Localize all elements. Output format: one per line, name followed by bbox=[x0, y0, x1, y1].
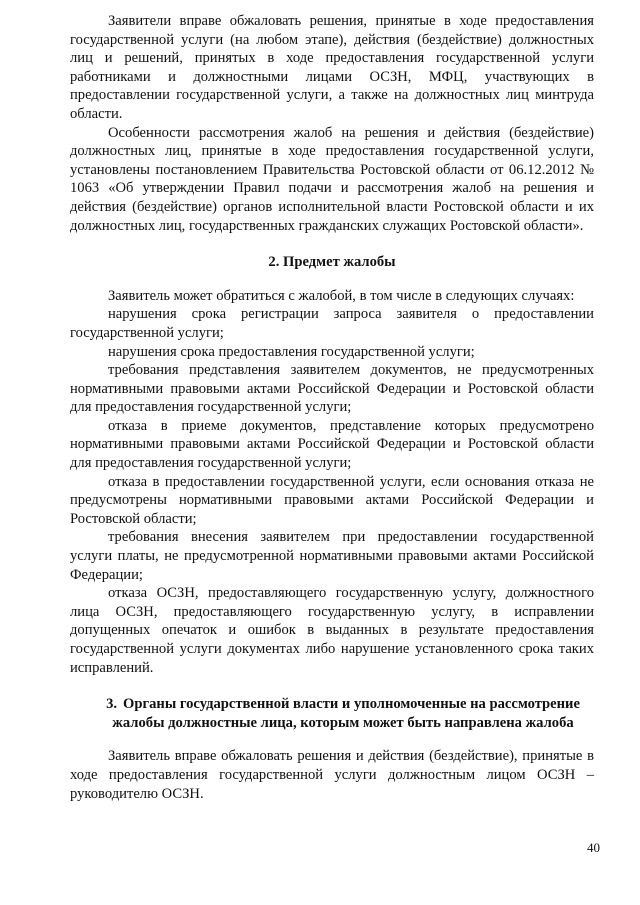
list-item: требования внесения заявителем при предоставлении государственной услуги платы, не предусмотренной нормативными правовыми актами Российской Федерации; bbox=[70, 529, 594, 583]
section-3-number: 3. bbox=[106, 696, 118, 713]
section-3-heading bbox=[70, 695, 594, 732]
list-item: отказа ОСЗН, предоставляющего государственную услугу, должностного лица ОСЗН, предоставляющего государственную услугу, в исправлении допущенных опечаток и ошибок в выданных в результате предоставления государственной услуги документах либо нарушение установленного срока таких исправлений. bbox=[70, 585, 594, 676]
section-1-body bbox=[70, 12, 594, 235]
section-2-number: 2. bbox=[268, 254, 280, 271]
paragraph-intro: Заявитель может обратиться с жалобой, в том числе в следующих случаях: bbox=[108, 287, 575, 304]
section-3-title: Органы государственной власти и уполномоченные на рассмотрение жалобы должностные лица, которым может быть направлена жалоба bbox=[112, 696, 580, 731]
list-item: нарушения срока регистрации запроса заявителя о предоставлении государственной услуги; bbox=[70, 306, 594, 341]
list-item: отказа в предоставлении государственной услуги, если основания отказа не предусмотрены нормативными правовыми актами Российской Федерации и Ростовской области; bbox=[70, 473, 594, 527]
section-2-title: Предмет жалобы bbox=[283, 254, 396, 271]
list-item: отказа в приеме документов, представление которых предусмотрено нормативными правовыми актами Российской Федерации и Ростовской области для предоставления государственной услуги; bbox=[70, 417, 594, 472]
paragraph-complaint-rules: Особенности рассмотрения жалоб на решения и действия (бездействие) должностных лиц, принятые в ходе предоставления государственной услуги, установлены постановлением Правительства Ростовской области от 06.12.2012 № 1063 «Об утверждении Правил подачи и рассмотрения жалоб на решения и действия (бездействие) органов исполнительной власти Ростовской области и их должностных лиц, государственных гражданских служащих Ростовской области». bbox=[70, 124, 594, 234]
section-2-heading bbox=[70, 253, 594, 272]
section-2-body bbox=[70, 287, 594, 677]
section-3-body bbox=[70, 747, 594, 803]
list-item: нарушения срока предоставления государственной услуги; bbox=[108, 343, 475, 360]
paragraph-appeal-rights: Заявители вправе обжаловать решения, принятые в ходе предоставления государственной услуги (на любом этапе), действия (бездействие) должностных лиц и решений, принятых в ходе предоставления государственной услуги работниками и должностными лицами ОСЗН, МФЦ, участвующих в предоставлении государственной услуги, а также на должностных лиц минтруда области. bbox=[70, 13, 594, 122]
paragraph-appeal-target: Заявитель вправе обжаловать решения и действия (бездействие), принятые в ходе предоставления государственной услуги должностным лицом ОСЗН – руководителю ОСЗН. bbox=[70, 748, 594, 802]
list-item: требования представления заявителем документов, не предусмотренных нормативными правовыми актами Российской Федерации и Ростовской области для предоставления государственной услуги; bbox=[70, 362, 594, 416]
page-number: 40 bbox=[587, 840, 600, 855]
